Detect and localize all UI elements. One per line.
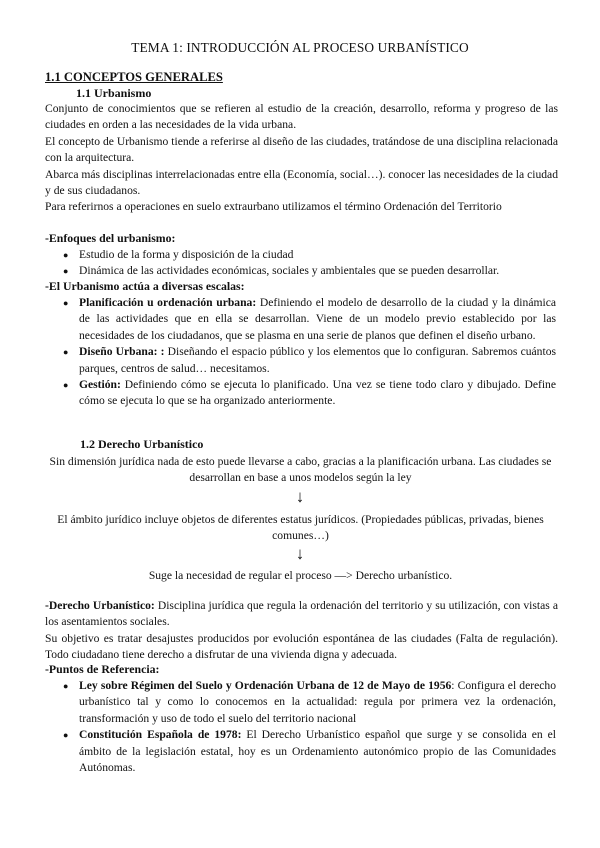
definition-text: Disciplina jurídica que regula la ordenación del territorio y su utilización, con vistas a los asentamientos sociales. <box>45 599 558 629</box>
bullet-icon: ● <box>63 730 69 741</box>
escalas-label: -El Urbanismo actúa a diversas escalas: <box>45 279 245 293</box>
list-item: ● Ley sobre Régimen del Suelo y Ordenación Urbana de 12 de Mayo de 1956: Configura el derecho urbanístico tal y como lo conocemos en la actualidad: regula por primera vez la ordenación, transformación y uso de todo el suelo del territorio nacional <box>63 679 556 725</box>
arrow-down-icon: ↓ <box>295 487 305 506</box>
escalas-list <box>0 295 600 410</box>
list-item: ● Constitución Española de 1978: El Derecho Urbanístico español que surge y se consolida en el ámbito de la legislación estatal, hoy es un Ordenamiento autonómico propio de las Comunidades Autónomas. <box>63 728 556 775</box>
bullet-icon: ● <box>63 380 69 391</box>
list-item: ● Gestión: Definiendo cómo se ejecuta lo planificado. Una vez se tiene todo claro y dibujado. Define cómo se ejecuta lo que se ha organizado anteriormente. <box>63 378 556 408</box>
flow-step: Sin dimensión jurídica nada de esto puede llevarse a cabo, gracias a la planificación urbana. Las ciudades se desarrollan en base a unos modelos según la ley <box>49 455 552 485</box>
bullet-icon: ● <box>63 250 69 260</box>
arrow-down-icon: ↓ <box>295 544 305 563</box>
list-item: ● Planificación u ordenación urbana: Definiendo el modelo de desarrollo de la ciudad y la dinámica de las actividades que en ella se desarrollan. Viene de un modelo previo establecido por las necesidades de los ciudadanos, que se plasma en una serie de planos que definen el diseño urbano. <box>63 296 556 342</box>
flow-step: El ámbito jurídico incluye objetos de diferentes estatus jurídicos. (Propiedades públicas, privadas, bienes comunes…) <box>57 513 544 543</box>
definition-term: -Derecho Urbanístico: <box>45 599 155 612</box>
paragraph: Para referirnos a operaciones en suelo extraurbano utilizamos el término Ordenación del Territorio <box>45 200 502 214</box>
enfoques-list <box>0 247 600 280</box>
enfoques-label: -Enfoques del urbanismo: <box>45 231 176 245</box>
subheading-derecho-urbanistico: 1.2 Derecho Urbanístico <box>80 437 204 451</box>
puntos-list <box>0 678 600 776</box>
paragraph: El concepto de Urbanismo tiende a referirse al diseño de las ciudades, tratándose de una disciplina relacionada con la arquitectura. <box>45 134 558 165</box>
list-item: ● Dinámica de las actividades económicas, sociales y ambientales que se pueden desarrollar. <box>0 263 600 279</box>
puntos-label: -Puntos de Referencia: <box>45 662 160 676</box>
document-title: TEMA 1: INTRODUCCIÓN AL PROCESO URBANÍSTICO <box>131 40 469 55</box>
section-heading-conceptos: 1.1 CONCEPTOS GENERALES <box>45 70 223 84</box>
bullet-icon: ● <box>63 266 69 277</box>
urbanismo-paragraphs <box>45 101 558 216</box>
bullet-icon: ● <box>63 681 69 691</box>
list-item: ● Diseño Urbana: : Diseñando el espacio público y los elementos que lo configuran. Sabremos cuántos parques, centros de salud… necesitamos. <box>63 345 556 375</box>
paragraph: Conjunto de conocimientos que se refieren al estudio de la creación, desarrollo, reforma y progreso de las ciudades en orden a las necesidades de la vida urbana. <box>45 102 558 132</box>
derecho-definition <box>45 598 558 664</box>
bullet-icon: ● <box>63 347 69 358</box>
flow-step: Suge la necesidad de regular el proceso —> Derecho urbanístico. <box>148 569 453 582</box>
objetivo-paragraph: Su objetivo es tratar desajustes producidos por evolución espontánea de las ciudades (Falta de regulación). Todo ciudadano tiene derecho a disfrutar de una vivienda digna y adecuada. <box>45 631 558 662</box>
list-item: ● Estudio de la forma y disposición de la ciudad <box>0 247 600 263</box>
paragraph: Abarca más disciplinas interrelacionadas entre ella (Economía, social…). conocer las necesidades de la ciudad y de sus ciudadanos. <box>45 167 558 198</box>
subheading-urbanismo: 1.1 Urbanismo <box>76 86 152 100</box>
bullet-icon: ● <box>63 298 69 308</box>
